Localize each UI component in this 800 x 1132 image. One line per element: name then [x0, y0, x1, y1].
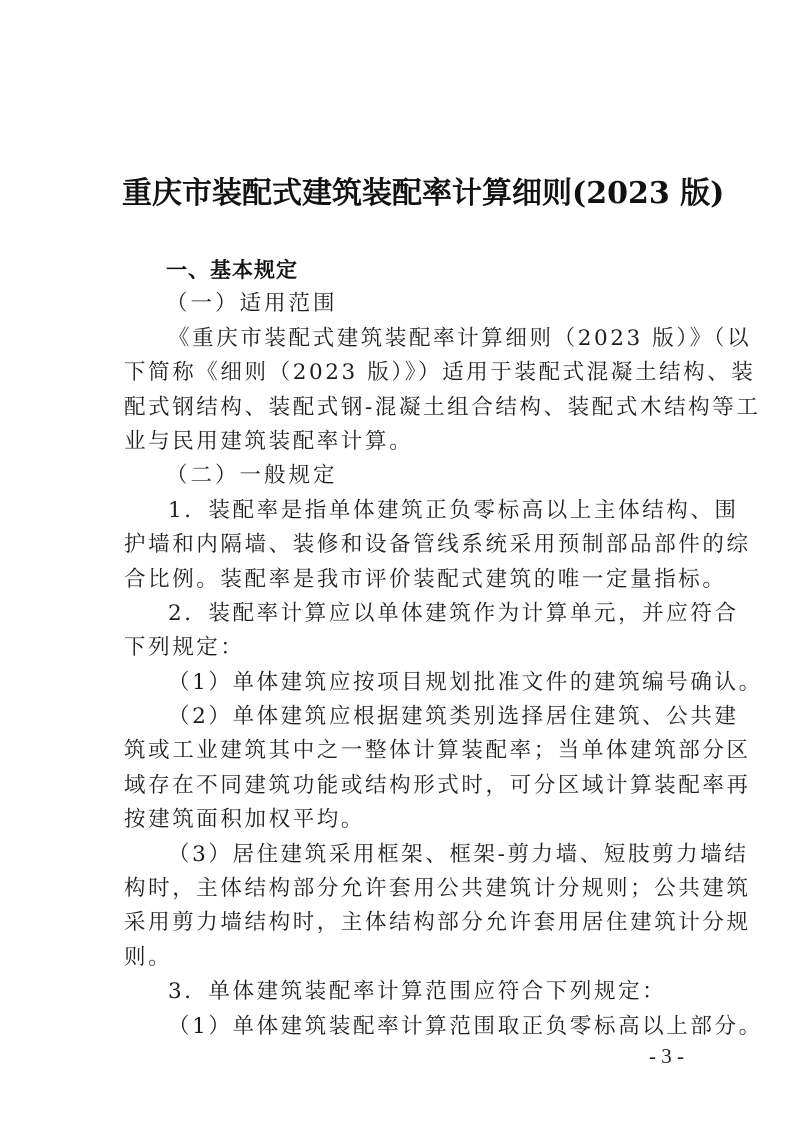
- paragraph-line: 构时，主体结构部分允许套用公共建筑计分规则；公共建筑: [124, 876, 751, 902]
- section-heading: 一、基本规定: [166, 258, 298, 282]
- paragraph-line: 护墙和内隔墙、装修和设备管线系统采用预制部品部件的综: [124, 532, 751, 558]
- paragraph-line: 《重庆市装配式建筑装配率计算细则（2023 版）》（以: [168, 325, 752, 351]
- paragraph-line: 合比例。装配率是我市评价装配式建筑的唯一定量指标。: [124, 566, 727, 592]
- paragraph-line: 3．单体建筑装配率计算范围应符合下列规定：: [168, 979, 667, 1005]
- paragraph-line: 筑或工业建筑其中之一整体计算装配率；当单体建筑部分区: [124, 738, 751, 764]
- document-title: 重庆市装配式建筑装配率计算细则(2023 版): [122, 176, 725, 211]
- paragraph-line: 采用剪力墙结构时，主体结构部分允许套用居住建筑计分规: [124, 910, 751, 936]
- page-number: - 3 -: [649, 1044, 684, 1068]
- paragraph-line: （1）单体建筑应按项目规划批准文件的建筑编号确认。: [168, 669, 763, 695]
- subsection-heading: （一）适用范围: [166, 291, 338, 317]
- paragraph-line: （1）单体建筑装配率计算范围取正负零标高以上部分。: [168, 1013, 763, 1039]
- paragraph-line: 按建筑面积加权平均。: [124, 807, 366, 833]
- paragraph-line: 2．装配率计算应以单体建筑作为计算单元，并应符合: [168, 600, 739, 626]
- paragraph-line: （3）居住建筑采用框架、框架-剪力墙、短肢剪力墙结: [168, 841, 749, 867]
- paragraph-line: （2）单体建筑应根据建筑类别选择居住建筑、公共建: [168, 704, 739, 730]
- paragraph-line: 1．装配率是指单体建筑正负零标高以上主体结构、围: [168, 497, 739, 523]
- paragraph-line: 下简称《细则（2023 版）》）适用于装配式混凝土结构、装: [124, 360, 756, 386]
- paragraph-line: 配式钢结构、装配式钢-混凝土组合结构、装配式木结构等工: [124, 394, 761, 420]
- paragraph-line: 域存在不同建筑功能或结构形式时，可分区域计算装配率再: [124, 772, 751, 798]
- paragraph-line: 下列规定：: [124, 635, 245, 661]
- document-body: [124, 253, 763, 1044]
- paragraph-line: 则。: [124, 944, 173, 970]
- paragraph-line: 业与民用建筑装配率计算。: [124, 428, 414, 454]
- subsection-heading: （二）一般规定: [166, 463, 338, 489]
